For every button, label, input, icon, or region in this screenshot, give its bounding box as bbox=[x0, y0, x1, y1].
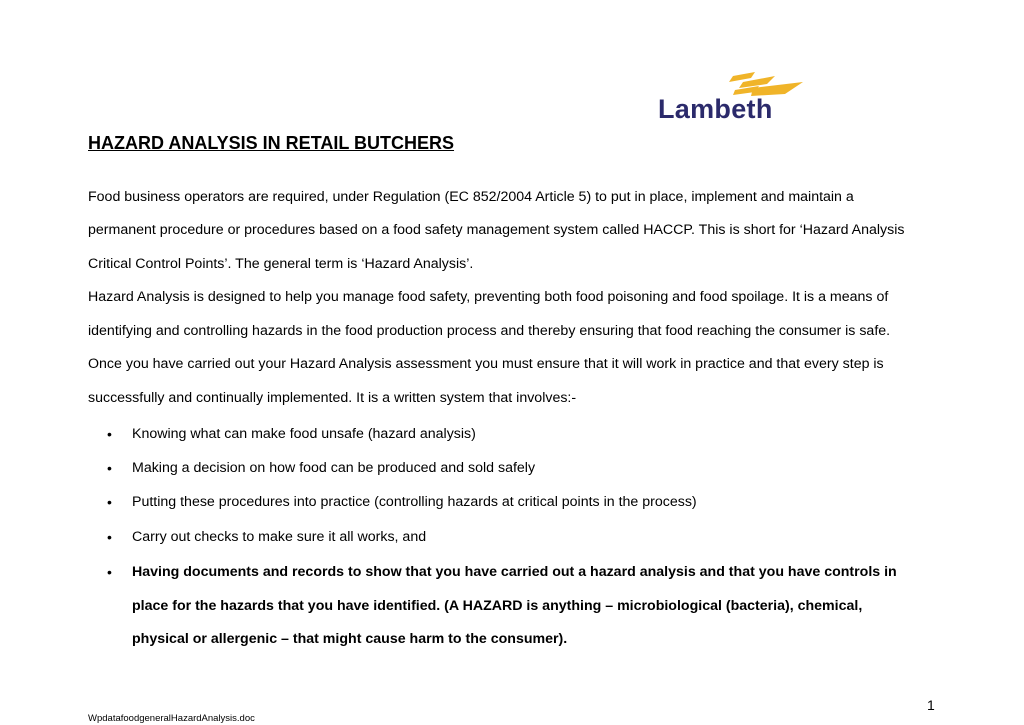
bullet-item: Carry out checks to make sure it all works, and bbox=[132, 529, 427, 545]
page-title: HAZARD ANALYSIS IN RETAIL BUTCHERS bbox=[88, 133, 455, 153]
bullet-icon: • bbox=[107, 460, 112, 476]
bold-bullet-line: physical or allergenic – that might cause harm to the consumer). bbox=[132, 631, 568, 647]
lambeth-logo bbox=[655, 68, 810, 128]
page-number: 1 bbox=[927, 697, 935, 713]
bold-bullet-line: place for the hazards that you have identified. (A HAZARD is anything – microbiological (bacteria), chemical, bbox=[132, 598, 863, 614]
bullet-icon: • bbox=[107, 494, 112, 510]
paragraph-line: permanent procedure or procedures based on a food safety management system called HACCP. This is short for ‘Hazard Analysis bbox=[88, 222, 905, 238]
paragraph-line: Once you have carried out your Hazard Analysis assessment you must ensure that it will work in practice and that every step is bbox=[88, 356, 884, 372]
bullet-item: Knowing what can make food unsafe (hazard analysis) bbox=[132, 426, 476, 442]
bold-bullet-line: Having documents and records to show that you have carried out a hazard analysis and that you have controls in bbox=[132, 564, 897, 580]
bullet-item: Making a decision on how food can be produced and sold safely bbox=[132, 460, 536, 476]
paragraph-line: successfully and continually implemented. It is a written system that involves:- bbox=[88, 390, 577, 406]
bullet-icon: • bbox=[107, 426, 112, 442]
footer-filename: WpdatafoodgeneralHazardAnalysis.doc bbox=[88, 713, 255, 724]
bullet-item: Putting these procedures into practice (controlling hazards at critical points in the process) bbox=[132, 494, 697, 510]
paragraph-line: Critical Control Points’. The general term is ‘Hazard Analysis’. bbox=[88, 256, 474, 272]
bullet-icon: • bbox=[107, 529, 112, 545]
paragraph-line: Hazard Analysis is designed to help you manage food safety, preventing both food poisoning and food spoilage. It is a means of bbox=[88, 289, 889, 305]
paragraph-line: Food business operators are required, under Regulation (EC 852/2004 Article 5) to put in place, implement and maintain a bbox=[88, 189, 854, 205]
bullet-icon: • bbox=[107, 564, 112, 580]
logo-text: Lambeth bbox=[658, 94, 773, 124]
paragraph-line: identifying and controlling hazards in the food production process and thereby ensuring that food reaching the consumer is safe. bbox=[88, 323, 891, 339]
